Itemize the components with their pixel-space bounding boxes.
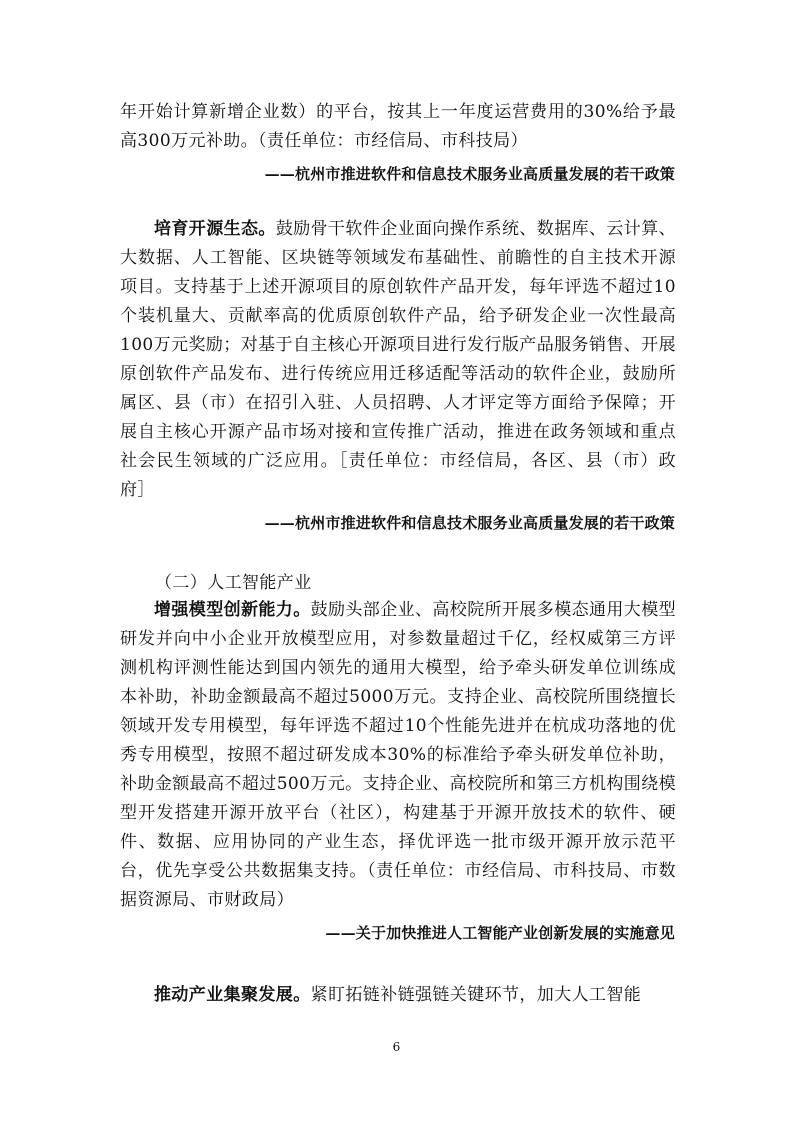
policy-source-citation: ——杭州市推进软件和信息技术服务业高质量发展的若干政策: [264, 165, 675, 183]
paragraph-text: 年开始计算新增企业数）的平台，按其上一年度运营费用的30%给予最高300万元补助。（责任单位：市经信局、市科技局）: [120, 102, 676, 151]
paragraph-open-source-ecosystem: [120, 215, 676, 505]
paragraph-lead: 推动产业集聚发展。: [154, 985, 311, 1005]
paragraph-industry-cluster: [120, 981, 676, 1010]
paragraph-text: 鼓励骨干软件企业面向操作系统、数据库、云计算、大数据、人工智能、区块链等领域发布基础性、前瞻性的自主技术开源项目。支持基于上述开源项目的原创软件产品开发，每年评选不超过10个装机量大、贡献率高的优质原创软件产品，给予研发企业一次性最高100万元奖励；对基于自主核心开源项目进行发行版产品服务销售、开展原创软件产品发布、进行传统应用迁移适配等活动的软件企业，鼓励所属区、县（市）在招引入驻、人员招聘、人才评定等方面给予保障；开展自主核心开源产品市场对接和宣传推广活动，推进在政务领域和重点社会民生领域的广泛应用。［责任单位：市经信局，各区、县（市）政府］: [120, 219, 677, 500]
paragraph-text: 鼓励头部企业、高校院所开展多模态通用大模型研发并向中小企业开放模型应用，对参数量超过千亿，经权威第三方评测机构评测性能达到国内领先的通用大模型，给予牵头研发单位训练成本补助，补助金额最高不超过5000万元。支持企业、高校院所围绕擅长领域开发专用模型，每年评选不超过10个性能先进并在杭成功落地的优秀专用模型，按照不超过研发成本30%的标准给予牵头研发单位补助，补助金额最高不超过500万元。支持企业、高校院所和第三方机构围绕模型开发搭建开源开放平台（社区），构建基于开源开放技术的软件、硬件、数据、应用协同的产业生态，择优评选一批市级开源开放示范平台，优先享受公共数据集支持。（责任单位：市经信局、市科技局、市数据资源局、市财政局）: [120, 600, 677, 910]
paragraph-continuation: [120, 98, 676, 156]
policy-source-citation: ——关于加快推进人工智能产业创新发展的实施意见: [325, 924, 675, 942]
page-number: 6: [392, 1040, 401, 1054]
policy-source-citation: ——杭州市推进软件和信息技术服务业高质量发展的若干政策: [264, 514, 675, 532]
paragraph-lead: 培育开源生态。: [154, 219, 276, 239]
paragraph-model-innovation: [120, 596, 676, 915]
paragraph-text: 紧盯拓链补链强链关键环节，加大人工智能: [310, 985, 642, 1005]
paragraph-lead: 增强模型创新能力。: [154, 600, 311, 620]
section-heading: （二）人工智能产业: [155, 573, 312, 593]
